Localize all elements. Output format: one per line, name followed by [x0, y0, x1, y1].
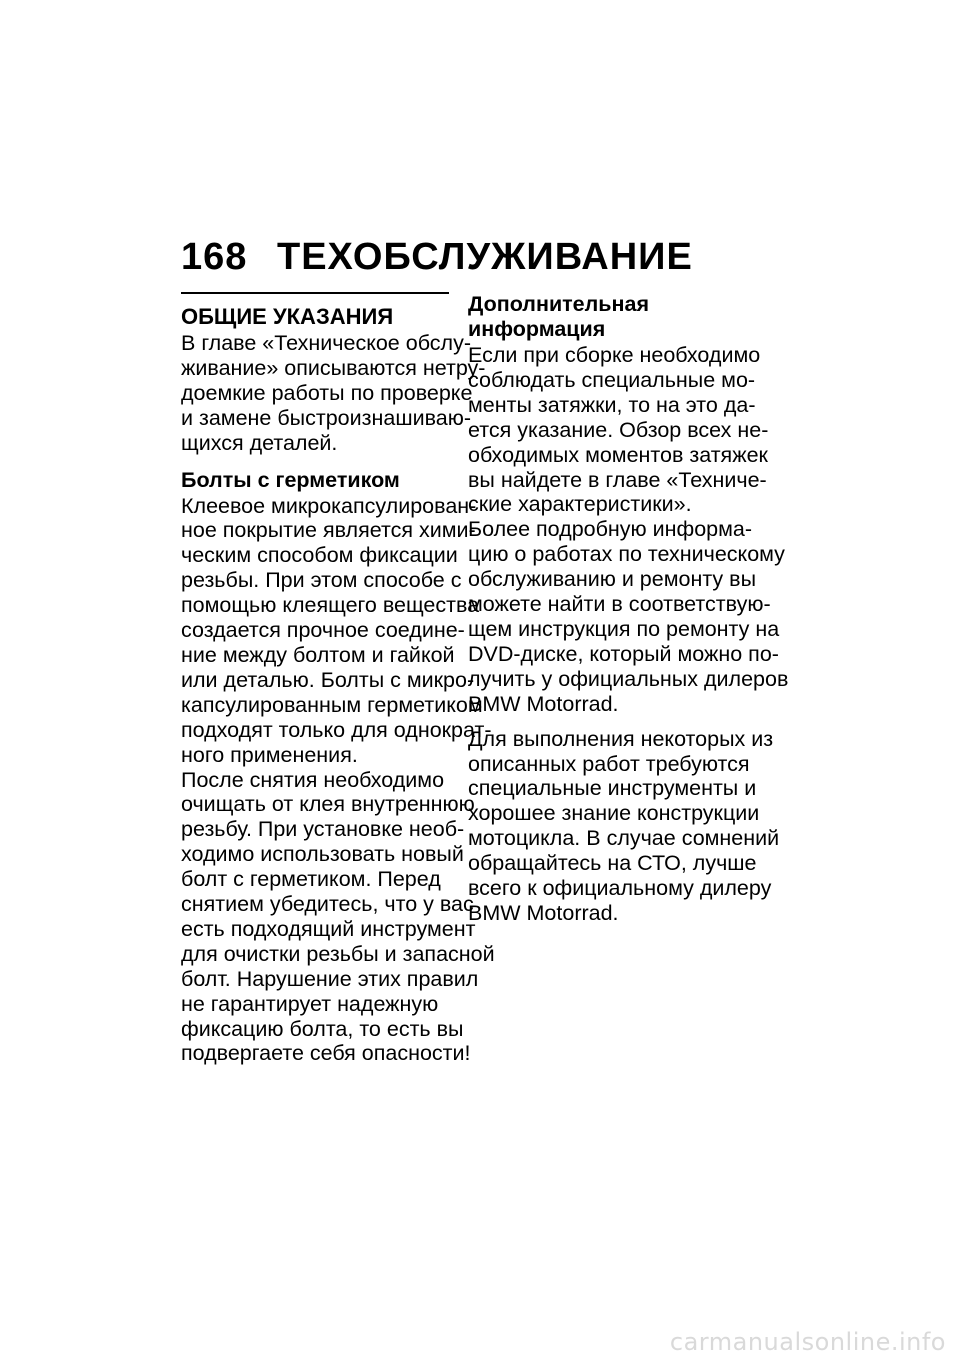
text-line: Более подробную информа-: [468, 517, 753, 542]
right-column: [468, 292, 789, 926]
text-line: помощью клеящего вещества: [181, 593, 480, 618]
text-line: создается прочное соедине-: [181, 618, 465, 643]
text-line: Если при сборке необходимо: [468, 343, 761, 367]
text-line: Дополнительная: [468, 292, 650, 316]
text-line: ного применения.: [181, 742, 358, 767]
text-line: обращайтесь на СТО, лучше: [468, 851, 757, 876]
text-line: обходимых моментов затяжек: [468, 442, 768, 467]
info-paragraph-3: [468, 726, 780, 926]
subheading-bolts: Болты с герметиком: [181, 467, 400, 492]
bolts-paragraph-2: [181, 767, 495, 1067]
page-number: 168: [181, 236, 248, 278]
text-line: щем инструкция по ремонту на: [468, 616, 780, 641]
text-line: фиксацию болта, то есть вы: [181, 1016, 464, 1041]
text-line: снятием убедитесь, что у вас: [181, 892, 474, 917]
text-line: обслуживанию и ремонту вы: [468, 567, 757, 592]
text-line: Для выполнения некоторых из: [468, 726, 774, 751]
page-header: [181, 236, 693, 279]
text-line: мотоцикла. В случае сомнений: [468, 826, 780, 851]
text-line: или деталью. Болты с микро-: [181, 667, 475, 692]
text-line: BMW Motorrad.: [468, 691, 619, 716]
text-line: есть подходящий инструмент: [181, 916, 476, 941]
text-line: не гарантирует надежную: [181, 991, 439, 1016]
text-line: для очистки резьбы и запасной: [181, 941, 495, 966]
text-line: специальные инструменты и: [468, 776, 757, 801]
text-line: резьбу. При установке необ-: [181, 817, 465, 842]
text-line: болт с герметиком. Перед: [181, 867, 441, 892]
text-line: очищать от клея внутреннюю: [181, 792, 475, 817]
text-line: менты затяжки, то на это да-: [468, 392, 756, 417]
text-line: Клеевое микрокапсулирован-: [181, 493, 477, 518]
text-line: доемкие работы по проверке: [181, 380, 473, 405]
text-line: подходят только для однократ-: [181, 717, 492, 742]
bolts-paragraph-1: [181, 493, 492, 768]
text-line: описанных работ требуются: [468, 751, 750, 776]
chapter-title: ТЕХОБСЛУЖИВАНИЕ: [277, 236, 693, 278]
text-line: ние между болтом и гайкой: [181, 642, 455, 667]
text-line: ное покрытие является хими-: [181, 518, 476, 543]
text-line: ские характеристики».: [468, 492, 692, 517]
text-line: щихся деталей.: [181, 430, 338, 455]
text-line: После снятия необходимо: [181, 767, 445, 792]
text-line: хорошее знание конструкции: [468, 801, 760, 826]
text-line: ческим способом фиксации: [181, 543, 458, 568]
info-paragraph-1: [468, 343, 769, 517]
text-line: живание» описываются нетру-: [181, 355, 486, 380]
intro-paragraph: [181, 331, 486, 456]
text-line: болт. Нарушение этих правил: [181, 966, 479, 991]
text-line: вы найдете в главе «Техниче-: [468, 467, 767, 492]
section-title: ОБЩИЕ УКАЗАНИЯ: [181, 304, 394, 329]
text-line: и замене быстроизнашиваю-: [181, 405, 471, 430]
text-line: подвергаете себя опасности!: [181, 1041, 471, 1066]
text-line: DVD-диске, который можно по-: [468, 641, 779, 666]
text-line: BMW Motorrad.: [468, 900, 619, 925]
text-line: В главе «Техническое обслу-: [181, 331, 471, 355]
section-rule: [181, 292, 449, 294]
text-line: резьбы. При этом способе с: [181, 568, 462, 593]
info-paragraph-2: [468, 517, 789, 716]
text-line: ходимо использовать новый: [181, 842, 464, 867]
text-line: соблюдать специальные мо-: [468, 367, 756, 392]
text-line: ется указание. Обзор всех не-: [468, 417, 769, 442]
text-line: капсулированным герметиком: [181, 692, 483, 717]
left-column: [181, 292, 495, 1066]
text-line: информация: [468, 317, 606, 341]
text-line: всего к официальному дилеру: [468, 876, 772, 901]
text-line: лучить у официальных дилеров: [468, 666, 789, 691]
text-line: цию о работах по техническому: [468, 542, 785, 567]
subheading-additional-info: [468, 292, 743, 342]
text-line: можете найти в соответствую-: [468, 592, 771, 617]
watermark: carmanualsonline.info: [669, 1328, 946, 1356]
